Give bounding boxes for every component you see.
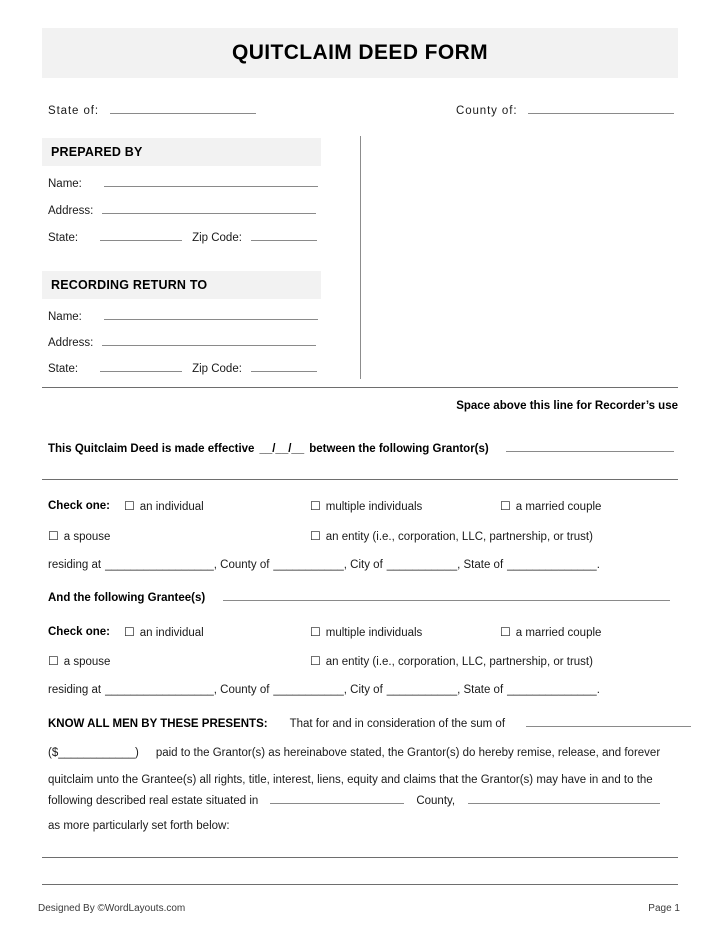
checkbox-icon[interactable]: ☐	[310, 529, 321, 543]
presents-county-label: County,	[416, 795, 456, 807]
checkbox-icon[interactable]: ☐	[48, 654, 59, 668]
grantor-option-multiple-label: multiple individuals	[325, 501, 423, 513]
presents-sum-blank[interactable]	[526, 726, 691, 727]
prepared-by-heading: PREPARED BY	[51, 145, 143, 159]
document-title-band	[42, 28, 678, 78]
grantor-city-of-label: , City of	[343, 559, 383, 571]
grantee-option-multiple[interactable]	[310, 626, 422, 639]
prepared-by-address-field[interactable]	[48, 205, 316, 217]
prepared-by-zip-label: Zip Code:	[192, 232, 242, 244]
grantor-option-spouse[interactable]	[48, 530, 110, 543]
grantor-residing-address-blank[interactable]: _________________	[105, 559, 214, 571]
grantee-option-multiple-label: multiple individuals	[325, 627, 423, 639]
footer-page-number: Page 1	[648, 903, 680, 914]
county-of-label: County of:	[456, 105, 518, 117]
prepared-by-state-zip-field[interactable]	[48, 232, 317, 244]
grantor-state-of-label: , State of	[457, 559, 504, 571]
state-of-label: State of:	[48, 105, 99, 117]
presents-line5-text: as more particularly set forth below:	[48, 820, 230, 832]
grantor-option-married[interactable]	[500, 500, 601, 513]
checkbox-icon[interactable]: ☐	[310, 499, 321, 513]
grantee-option-married[interactable]	[500, 626, 601, 639]
presents-heading: KNOW ALL MEN BY THESE PRESENTS:	[48, 718, 268, 730]
footer-credit: Designed By ©WordLayouts.com	[38, 903, 186, 914]
grantor-name-blank[interactable]	[506, 451, 674, 452]
grantee-county-blank[interactable]: ___________	[273, 684, 344, 696]
grantee-name-blank[interactable]	[223, 600, 670, 601]
recording-name-field[interactable]	[48, 311, 318, 323]
grantee-option-spouse-label: a spouse	[63, 656, 111, 668]
grantor-residing-at-label: residing at	[48, 559, 102, 571]
checkbox-icon[interactable]: ☐	[124, 499, 135, 513]
grantee-option-individual-label: an individual	[139, 627, 204, 639]
checkbox-icon[interactable]: ☐	[310, 625, 321, 639]
grantee-city-of-label: , City of	[343, 684, 383, 696]
page-title: QUITCLAIM DEED FORM	[231, 41, 489, 64]
prepared-by-state-label: State:	[48, 232, 79, 244]
grantee-option-individual[interactable]	[124, 626, 204, 639]
effective-date-placeholder[interactable]: __/__/__	[259, 443, 305, 455]
prepared-by-address-label: Address:	[48, 205, 94, 217]
recording-return-to-heading-band	[42, 271, 321, 299]
prepared-by-state-blank[interactable]	[100, 240, 182, 241]
prepared-by-zip-blank[interactable]	[251, 240, 317, 241]
presents-line4-before: following described real estate situated in	[48, 795, 259, 807]
grantor-option-married-label: a married couple	[515, 501, 602, 513]
prepared-by-name-field[interactable]	[48, 178, 318, 190]
grantor-state-blank[interactable]: ______________	[507, 559, 597, 571]
grantee-residing-row[interactable]	[48, 684, 600, 696]
grantor-check-one-label-row	[48, 500, 110, 512]
effective-text-before: This Quitclaim Deed is made effective	[48, 443, 255, 455]
grantee-city-blank[interactable]: ___________	[386, 684, 458, 696]
prepared-by-heading-band	[42, 138, 321, 166]
recording-address-field[interactable]	[48, 337, 316, 349]
presents-line3-text: quitclaim unto the Grantee(s) all rights, title, interest, liens, equity and claims that the Grantor(s) may have in and to the	[48, 774, 653, 786]
recording-address-label: Address:	[48, 337, 94, 349]
grantee-state-blank[interactable]: ______________	[507, 684, 597, 696]
grantee-option-married-label: a married couple	[515, 627, 602, 639]
checkbox-icon[interactable]: ☐	[500, 625, 511, 639]
recorder-area-divider	[360, 136, 361, 379]
grantor-option-entity-label: an entity (i.e., corporation, LLC, partnership, or trust)	[325, 531, 593, 543]
presents-state-blank[interactable]	[468, 803, 660, 804]
presents-line-3	[48, 774, 653, 786]
recording-name-blank[interactable]	[104, 319, 318, 320]
recording-zip-label: Zip Code:	[192, 363, 242, 375]
grantor-county-blank[interactable]: ___________	[273, 559, 344, 571]
presents-amount-blank[interactable]: ($____________)	[48, 747, 139, 759]
prepared-by-address-blank[interactable]	[102, 213, 316, 214]
presents-line-5	[48, 820, 230, 832]
presents-county-blank[interactable]	[270, 803, 404, 804]
presents-line2-text: paid to the Grantor(s) as hereinabove stated, the Grantor(s) do hereby remise, release, and forever	[155, 747, 661, 759]
recording-state-blank[interactable]	[100, 371, 182, 372]
state-of-blank[interactable]	[110, 113, 256, 114]
grantee-heading-row[interactable]	[48, 592, 670, 604]
grantee-check-one-label: Check one:	[48, 626, 110, 638]
grantor-check-one-label: Check one:	[48, 500, 110, 512]
grantee-residing-at-label: residing at	[48, 684, 102, 696]
recorder-use-note: Space above this line for Recorder’s use	[456, 400, 678, 412]
recording-return-to-heading: RECORDING RETURN TO	[51, 278, 208, 292]
grantee-heading: And the following Grantee(s)	[48, 592, 206, 604]
grantor-section-rule	[42, 479, 678, 480]
checkbox-icon[interactable]: ☐	[500, 499, 511, 513]
presents-line-2[interactable]	[48, 747, 660, 759]
grantee-check-one-label-row	[48, 626, 110, 638]
description-rule-2[interactable]	[42, 884, 678, 885]
county-of-field[interactable]	[456, 105, 674, 117]
presents-consideration-text: That for and in consideration of the sum of	[289, 718, 506, 730]
prepared-by-name-blank[interactable]	[104, 186, 318, 187]
presents-line-4[interactable]	[48, 795, 660, 807]
county-of-blank[interactable]	[528, 113, 674, 114]
grantee-option-entity-label: an entity (i.e., corporation, LLC, partnership, or trust)	[325, 656, 593, 668]
checkbox-icon[interactable]: ☐	[48, 529, 59, 543]
recording-state-zip-field[interactable]	[48, 363, 317, 375]
grantor-option-entity[interactable]	[310, 530, 593, 543]
effective-text-after: between the following Grantor(s)	[309, 443, 489, 455]
grantor-residing-row[interactable]	[48, 559, 600, 571]
grantor-residing-period: .	[596, 559, 600, 571]
grantor-county-of-label: , County of	[213, 559, 270, 571]
grantor-option-individual-label: an individual	[139, 501, 204, 513]
grantee-state-of-label: , State of	[457, 684, 504, 696]
grantor-option-spouse-label: a spouse	[63, 531, 111, 543]
recording-name-label: Name:	[48, 311, 82, 323]
checkbox-icon[interactable]: ☐	[310, 654, 321, 668]
grantee-residing-address-blank[interactable]: _________________	[105, 684, 214, 696]
presents-line-1[interactable]	[48, 718, 691, 730]
recording-zip-blank[interactable]	[251, 371, 317, 372]
recorder-section-rule	[42, 387, 678, 388]
grantee-residing-period: .	[596, 684, 600, 696]
prepared-by-name-label: Name:	[48, 178, 82, 190]
grantor-option-multiple[interactable]	[310, 500, 422, 513]
grantor-city-blank[interactable]: ___________	[386, 559, 458, 571]
recording-state-label: State:	[48, 363, 79, 375]
state-of-field[interactable]	[48, 105, 256, 117]
effective-date-row[interactable]	[48, 443, 674, 455]
grantee-option-entity[interactable]	[310, 655, 593, 668]
grantee-option-spouse[interactable]	[48, 655, 110, 668]
recording-address-blank[interactable]	[102, 345, 316, 346]
grantee-county-of-label: , County of	[213, 684, 270, 696]
description-rule-1[interactable]	[42, 857, 678, 858]
grantor-option-individual[interactable]	[124, 500, 204, 513]
checkbox-icon[interactable]: ☐	[124, 625, 135, 639]
